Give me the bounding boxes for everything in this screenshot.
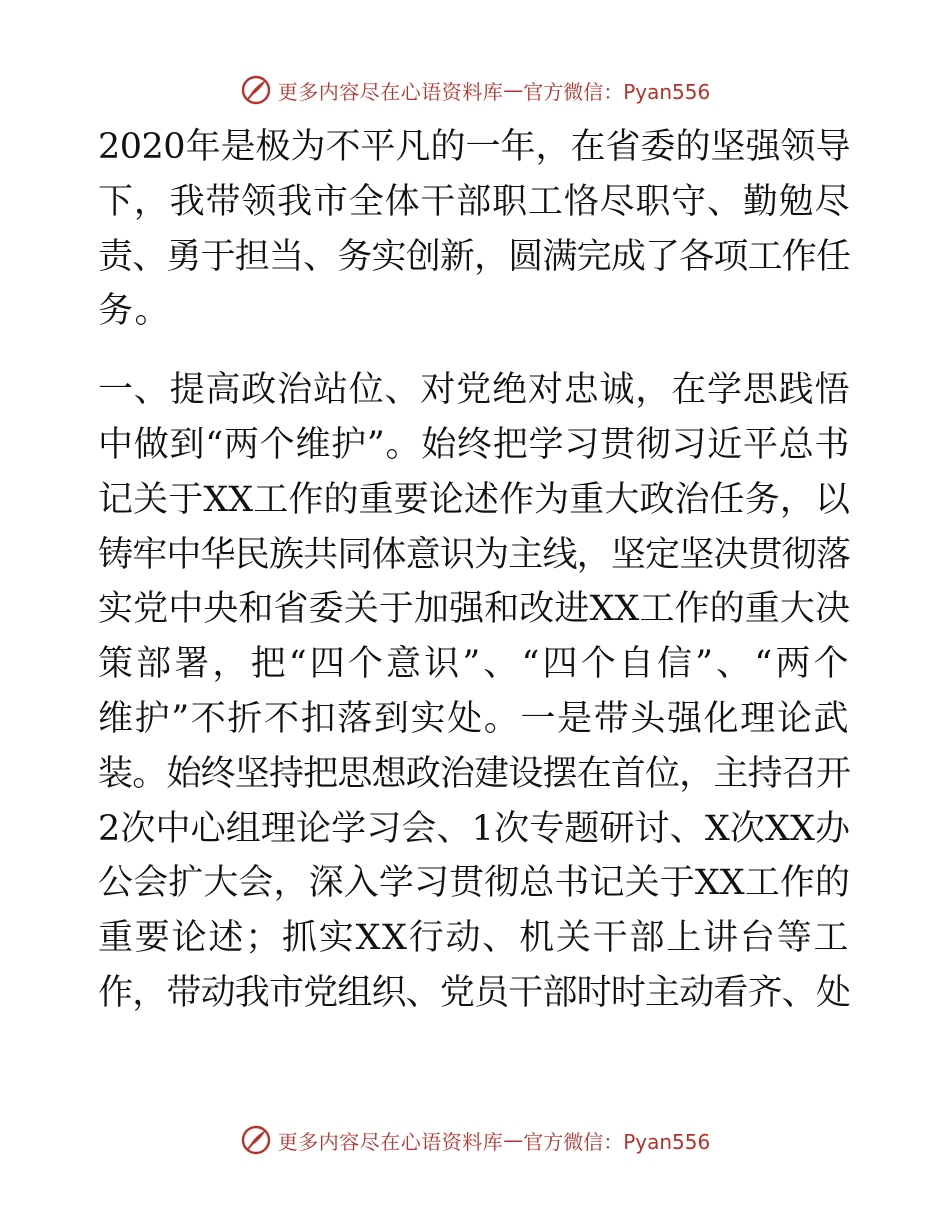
text-line: 维护”不折不扣落到实处。一是带头强化理论武 [98,698,850,739]
watermark-library-text: 更多内容尽在心语资料库 [277,79,504,104]
text-line: 公会扩大会，深入学习贯彻总书记关于XX工作的 [98,863,850,904]
quill-seal-icon [240,74,272,106]
text-line: 实党中央和省委关于加强和改进XX工作的重大决 [98,589,850,630]
text-line: 记关于XX工作的重要论述作为重大政治任务，以 [98,479,850,520]
paragraph-section-one [98,363,850,1021]
document-body [98,120,850,1045]
text-line: 作，带动我市党组织、党员干部时时主动看齐、处 [98,972,850,1013]
text-line: 2020年是极为不平凡的一年，在省委的坚强领导 [98,127,850,167]
text-line: 铸牢中华民族共同体意识为主线，坚定坚决贯彻落 [98,534,850,575]
text-line: 2次中心组理论学习会、1次专题研讨、X次XX办 [98,808,850,849]
text-line: 务。 [98,291,172,332]
watermark-wechat-text: 官方微信：Pyan556 [523,79,711,104]
text-line: 重要论述；抓实XX行动、机关干部上讲台等工 [98,918,850,959]
header-watermark [0,70,950,110]
watermark-library-text: 更多内容尽在心语资料库 [277,1129,504,1154]
text-line: 责、勇于担当、务实创新，圆满完成了各项工作任 [98,236,850,277]
paragraph-intro [98,120,850,339]
text-line: 策部署，把“四个意识”、“四个自信”、“两个 [98,644,850,685]
watermark-wechat-text: 官方微信：Pyan556 [523,1129,711,1154]
text-line: 一、提高政治站位、对党绝对忠诚，在学思践悟 [98,370,850,411]
text-line: 下，我带领我市全体干部职工恪尽职守、勤勉尽 [98,181,850,222]
text-line: 装。始终坚持把思想政治建设摆在首位，主持召开 [98,753,850,794]
watermark-dash: — [503,1128,524,1152]
text-line: 中做到“两个维护”。始终把学习贯彻习近平总书 [98,424,850,465]
footer-watermark [0,1120,950,1160]
quill-seal-icon [240,1124,272,1156]
watermark-dash: — [503,78,524,102]
